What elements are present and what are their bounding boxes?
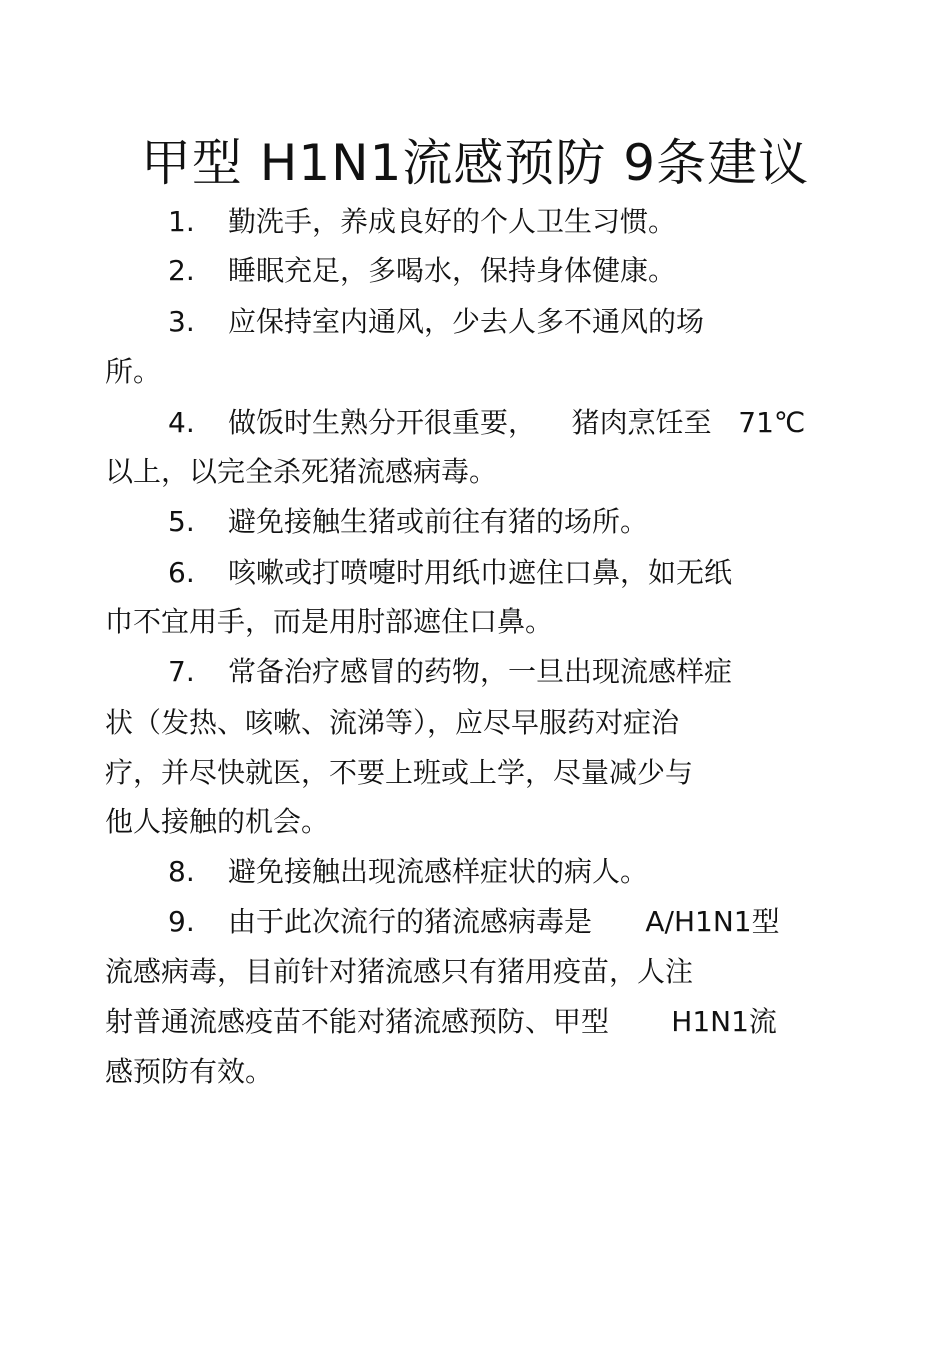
item-text: 咳嗽或打喷嚏时用纸巾遮住口鼻，如无纸 [228,556,733,589]
item-number: 4. [168,406,195,439]
item-text-continuation: 所。 [105,355,162,388]
item-number: 8. [168,855,195,888]
item-number: 7. [168,655,195,688]
item-number: 3. [168,305,195,338]
item-text-continuation: 感预防有效。 [105,1055,274,1088]
item-text: 避免接触出现流感样症状的病人。 [228,855,649,888]
list-item-8 [168,854,648,890]
list-item-6 [168,555,732,591]
item-text: 由于此次流行的猪流感病毒是 A/H1N1型 [228,905,780,938]
document-title: 甲型 H1N1流感预防 9条建议 [140,134,810,192]
list-item-4 [168,405,805,441]
list-item-5 [168,504,648,540]
item-text: 常备治疗感冒的药物，一旦出现流感样症 [228,655,733,688]
list-item-1 [168,204,676,240]
item-text-continuation: 流感病毒，目前针对猪流感只有猪用疫苗，人注 [105,955,694,988]
item-text: 睡眠充足，多喝水，保持身体健康。 [228,254,677,287]
item-text-continuation: 巾不宜用手，而是用肘部遮住口鼻。 [105,605,554,638]
item-text: 勤洗手，养成良好的个人卫生习惯。 [228,205,677,238]
item-number: 1. [168,205,195,238]
list-item-9 [168,904,780,940]
item-text-continuation: 疗，并尽快就医，不要上班或上学，尽量减少与 [105,756,694,789]
item-number: 5. [168,505,195,538]
list-item-2 [168,253,676,289]
item-text-continuation: 状（发热、咳嗽、流涕等），应尽早服药对症治 [105,706,680,739]
item-text-continuation: 以上，以完全杀死猪流感病毒。 [105,455,498,488]
list-item-3 [168,304,704,340]
item-text: 避免接触生猪或前往有猪的场所。 [228,505,649,538]
item-number: 2. [168,254,195,287]
item-text-continuation: 射普通流感疫苗不能对猪流感预防、甲型 H1N1流 [105,1005,777,1038]
item-text: 应保持室内通风，少去人多不通风的场 [228,305,705,338]
item-number: 6. [168,556,195,589]
item-text-continuation: 他人接触的机会。 [105,805,330,838]
item-number: 9. [168,905,195,938]
list-item-7 [168,654,732,690]
item-text: 做饭时生熟分开很重要， 猪肉烹饪至 71℃ [228,406,806,439]
